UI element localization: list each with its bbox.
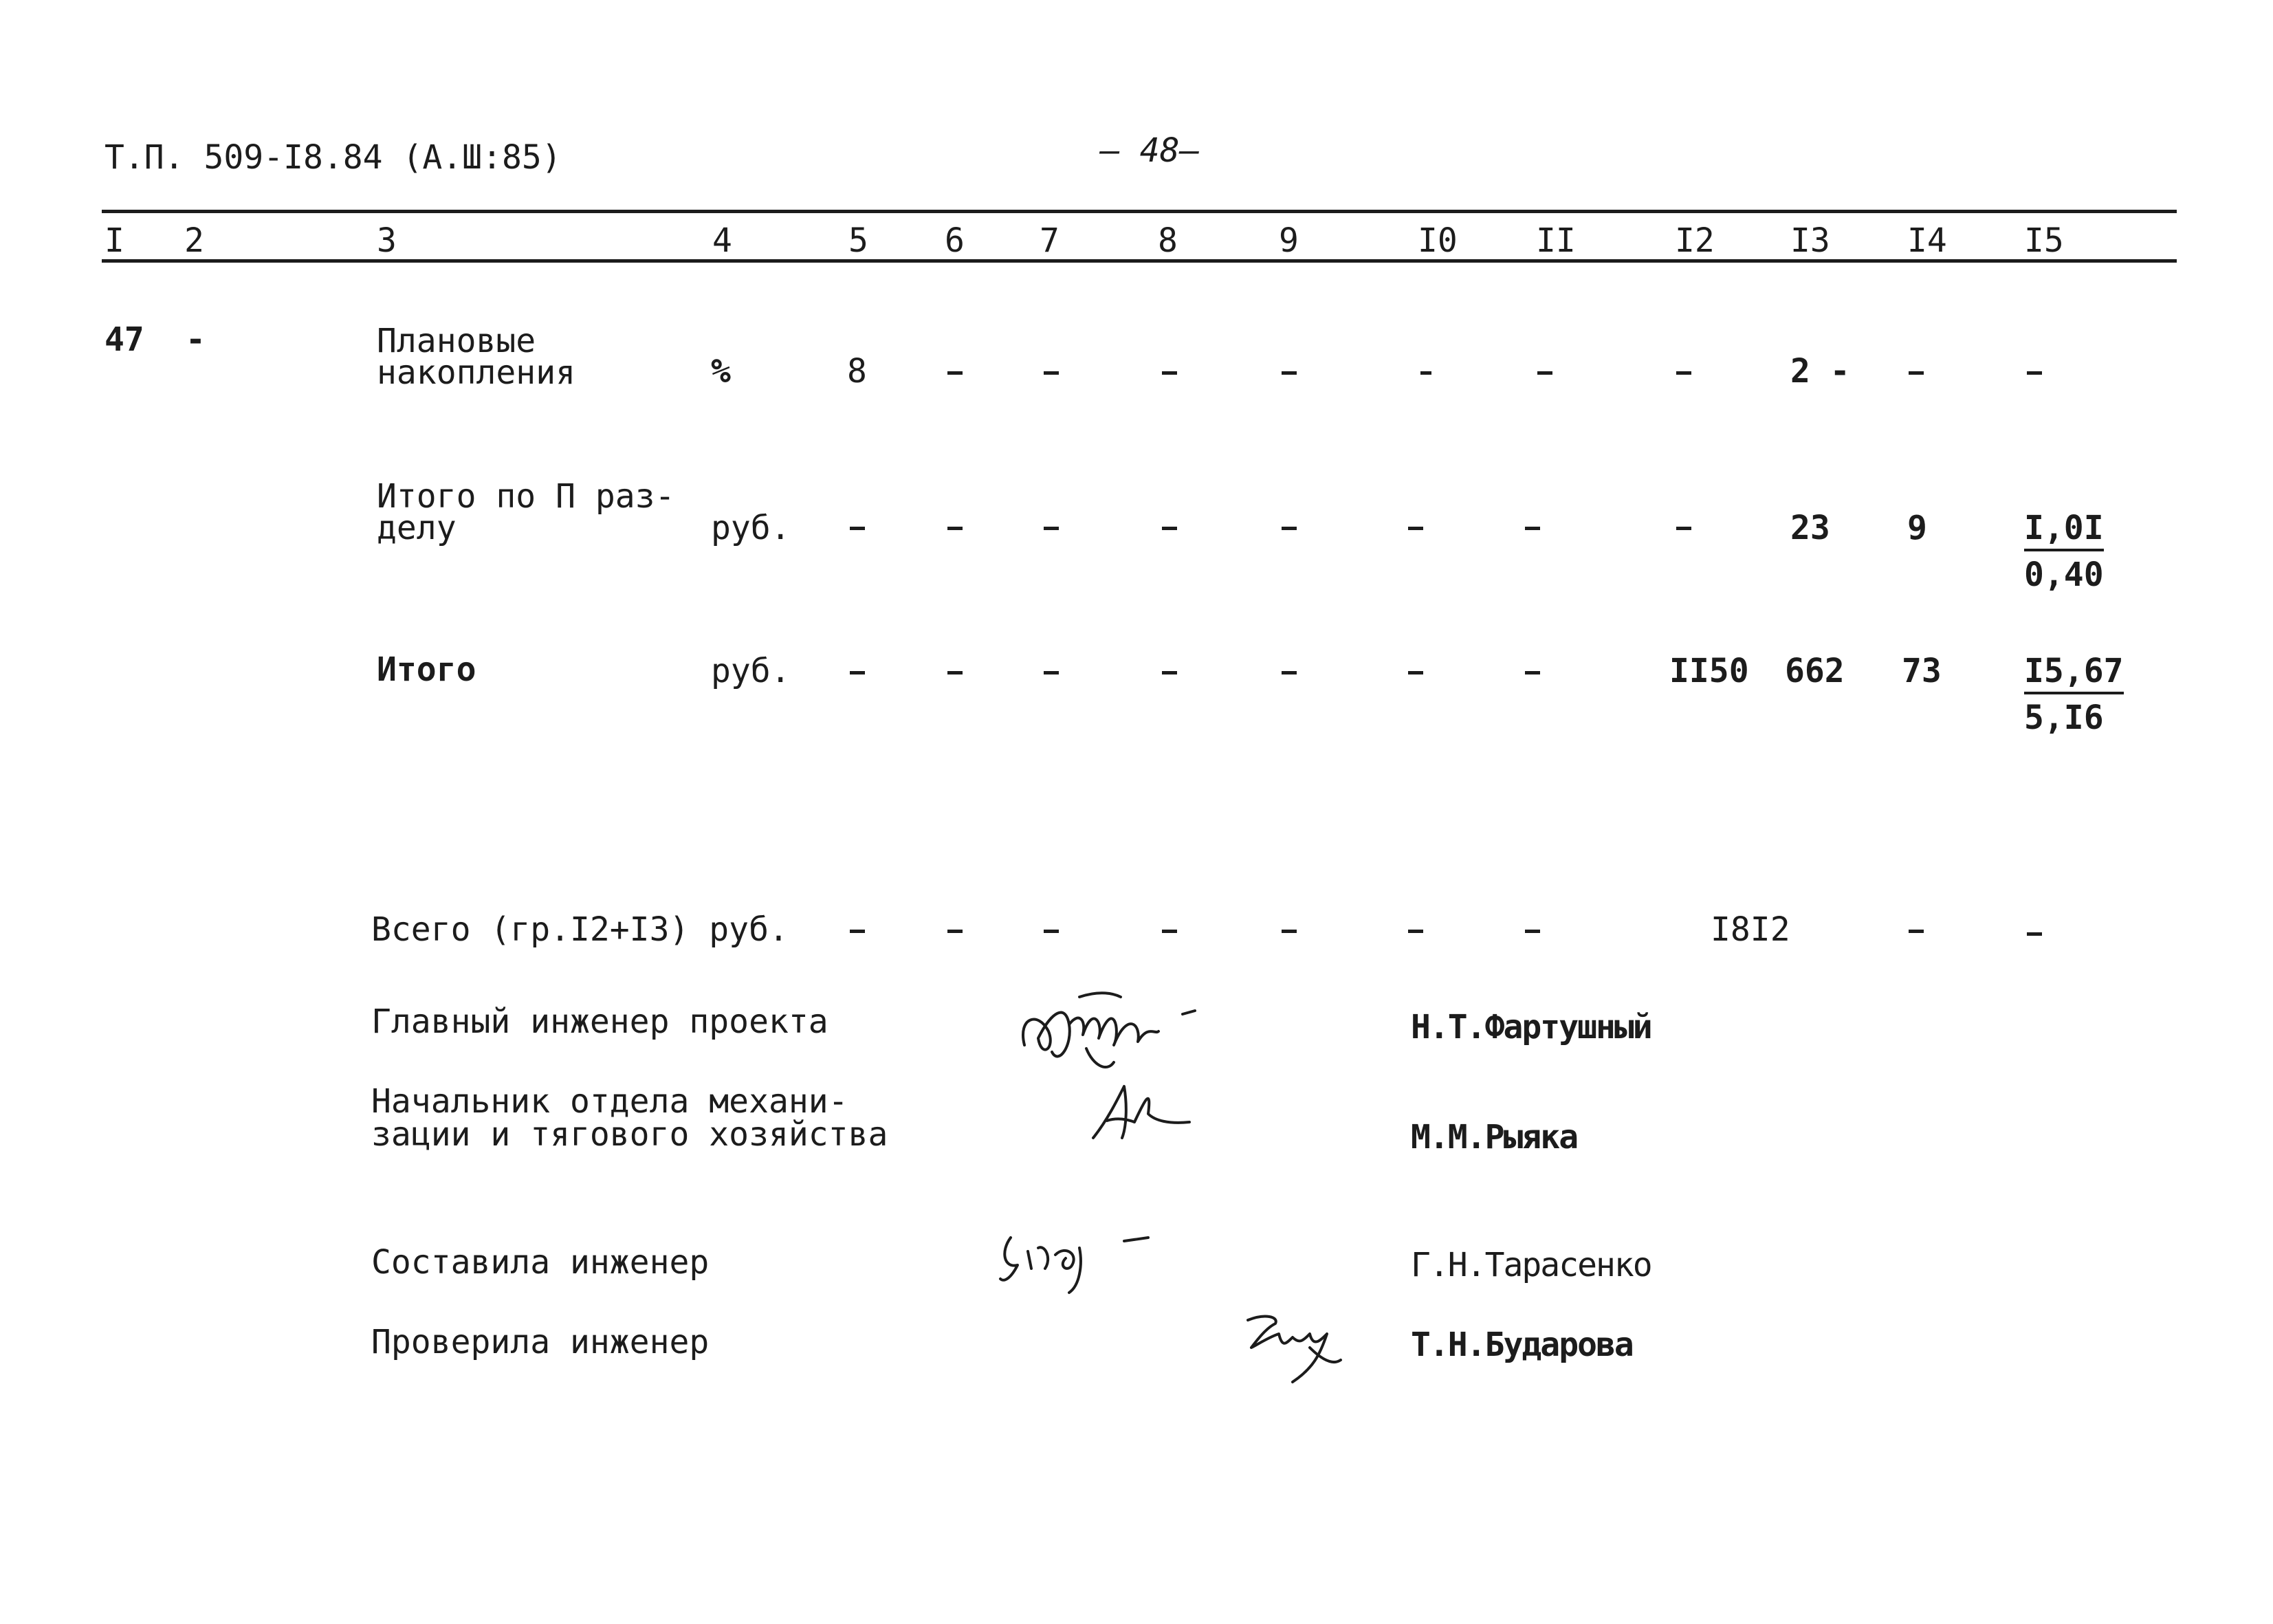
row-section-total-col8-dash bbox=[1162, 527, 1177, 530]
dept-head-title-line2: зации и тягового хозяйства bbox=[371, 1115, 888, 1154]
row-section-total-col6-dash bbox=[947, 527, 963, 530]
row-total-col10-dash bbox=[1408, 671, 1423, 674]
row-section-total-col9-dash bbox=[1282, 527, 1297, 530]
checked-by-title: Проверила инженер bbox=[371, 1323, 710, 1361]
column-header-6: 6 bbox=[945, 221, 965, 260]
row-number: 47 bbox=[105, 320, 144, 359]
row-total-col12: II50 bbox=[1669, 652, 1749, 690]
row-planned-col9-dash bbox=[1282, 371, 1297, 375]
row-grand-total-col8-dash bbox=[1162, 930, 1177, 933]
row-planned-col6-dash bbox=[947, 371, 963, 375]
row-section-total-name-line1: Итого по П раз- bbox=[377, 477, 675, 516]
signature-dept-head bbox=[1086, 1073, 1196, 1148]
row-total-col13: 662 bbox=[1785, 652, 1845, 690]
row-grand-total-col10-dash bbox=[1408, 930, 1423, 933]
column-header-3: 3 bbox=[377, 221, 397, 260]
row-grand-total-col15-dash bbox=[2027, 932, 2042, 936]
signature-chief-engineer bbox=[1011, 983, 1231, 1086]
row-planned-col7-dash bbox=[1044, 371, 1059, 375]
row-section-total-col12-dash bbox=[1676, 527, 1691, 530]
column-header-8: 8 bbox=[1158, 221, 1178, 260]
column-header-12: I2 bbox=[1675, 221, 1715, 260]
row-planned-col10-dash bbox=[1420, 371, 1431, 375]
table-top-rule bbox=[102, 210, 2177, 213]
row-total-col5-dash bbox=[850, 671, 865, 674]
fraction-numerator: I,0I bbox=[2024, 512, 2104, 551]
column-header-5: 5 bbox=[848, 221, 868, 260]
row-total-col15-fraction bbox=[2024, 652, 2124, 737]
row-planned-col15-dash bbox=[2027, 371, 2042, 375]
row-total-col11-dash bbox=[1525, 671, 1540, 674]
row-planned-col11-dash bbox=[1537, 371, 1552, 375]
row-planned-name-line2: накопления bbox=[377, 353, 575, 392]
row-planned-col8-dash bbox=[1162, 371, 1177, 375]
row-grand-total-col7-dash bbox=[1044, 930, 1059, 933]
column-header-14: I4 bbox=[1907, 221, 1947, 260]
row-section-total-col7-dash bbox=[1044, 527, 1059, 530]
signature-checked-by bbox=[1238, 1306, 1361, 1389]
column-header-4: 4 bbox=[712, 221, 732, 260]
row-grand-total-col5-dash bbox=[850, 930, 865, 933]
row-section-total-col11-dash bbox=[1525, 527, 1540, 530]
signature-compiled-by bbox=[990, 1217, 1196, 1306]
row-section-total-col5-dash bbox=[850, 527, 865, 530]
column-header-9: 9 bbox=[1279, 221, 1299, 260]
compiled-by-name: Г.Н.Тарасенко bbox=[1411, 1246, 1651, 1284]
row-section-total-col10-dash bbox=[1408, 527, 1423, 530]
row-section-total-name-line2: делу bbox=[377, 509, 457, 547]
column-header-7: 7 bbox=[1040, 221, 1059, 260]
row-total-col8-dash bbox=[1162, 671, 1177, 674]
row-section-total-unit: руб. bbox=[711, 509, 791, 547]
row-section-total-col15-fraction bbox=[2024, 509, 2104, 594]
table-header-rule bbox=[102, 259, 2177, 263]
column-header-1: I bbox=[105, 221, 124, 260]
column-header-15: I5 bbox=[2024, 221, 2064, 260]
compiled-by-title: Составила инженер bbox=[371, 1243, 710, 1282]
row-planned-name-line1: Плановые bbox=[377, 322, 536, 360]
row-col2-dash: - bbox=[186, 320, 206, 359]
row-grand-total-name: Всего (гр.I2+I3) руб. bbox=[371, 910, 789, 949]
row-grand-total-col9-dash bbox=[1282, 930, 1297, 933]
row-total-col9-dash bbox=[1282, 671, 1297, 674]
row-planned-col5: 8 bbox=[847, 352, 867, 391]
row-section-total-col13: 23 bbox=[1790, 509, 1830, 547]
column-header-10: I0 bbox=[1418, 221, 1458, 260]
dept-head-name: М.М.Рыяка bbox=[1411, 1118, 1578, 1156]
row-grand-total-col14-dash bbox=[1909, 930, 1924, 933]
row-planned-col13: 2 - bbox=[1790, 352, 1850, 391]
chief-engineer-title: Главный инженер проекта bbox=[371, 1002, 828, 1041]
row-total-name: Итого bbox=[377, 650, 476, 689]
row-planned-col12-dash bbox=[1676, 371, 1691, 375]
column-header-13: I3 bbox=[1790, 221, 1830, 260]
fraction-denominator: 0,40 bbox=[2024, 556, 2104, 594]
row-grand-total-col11-dash bbox=[1525, 930, 1540, 933]
row-planned-col14-dash bbox=[1909, 371, 1924, 375]
chief-engineer-name: Н.Т.Фартушный bbox=[1411, 1008, 1651, 1046]
column-header-2: 2 bbox=[184, 221, 204, 260]
checked-by-name: Т.Н.Бударова bbox=[1411, 1326, 1633, 1364]
row-grand-total-col6-dash bbox=[947, 930, 963, 933]
dept-head-title-line1: Начальник отдела механи- bbox=[371, 1082, 848, 1121]
page-number: — 48— bbox=[1100, 131, 1200, 170]
row-planned-unit: % bbox=[711, 352, 731, 391]
row-total-col14: 73 bbox=[1902, 652, 1942, 690]
row-total-unit: руб. bbox=[711, 652, 791, 690]
fraction-denominator: 5,I6 bbox=[2024, 699, 2104, 737]
row-total-col6-dash bbox=[947, 671, 963, 674]
row-grand-total-col12-13: I8I2 bbox=[1711, 910, 1790, 949]
row-total-col7-dash bbox=[1044, 671, 1059, 674]
row-section-total-col14: 9 bbox=[1907, 509, 1927, 547]
column-header-11: II bbox=[1536, 221, 1576, 260]
document-code: Т.П. 509-I8.84 (А.Ш:85) bbox=[105, 138, 562, 177]
fraction-numerator: I5,67 bbox=[2024, 655, 2124, 694]
